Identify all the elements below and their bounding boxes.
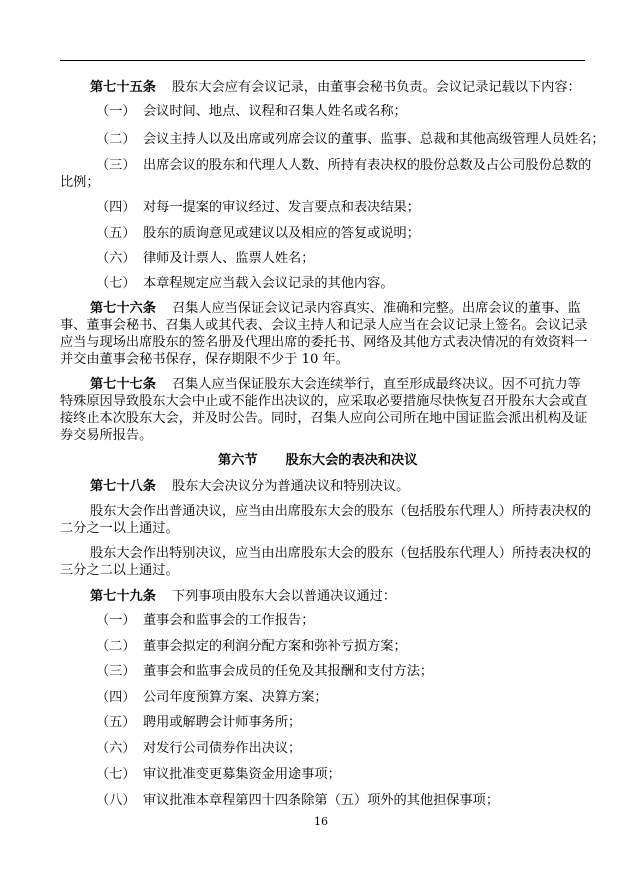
article-76: 第七十六条 召集人应当保证会议记录内容真实、准确和完整。出席会议的董事、监 — [90, 301, 581, 316]
section-heading — [218, 452, 417, 469]
list-item-text-continued: 比例； — [60, 175, 100, 190]
list-item: （四） — [96, 690, 136, 705]
paragraph-line: 三分之二以上通过。 — [60, 563, 179, 578]
list-item: （二） — [96, 639, 136, 654]
article-75 — [90, 79, 581, 96]
section-title: 股东大会的表决和决议 — [285, 453, 418, 468]
list-item: （二） — [96, 132, 136, 147]
article-label: 第七十七条 — [90, 377, 156, 392]
list-item: （八） — [96, 793, 136, 808]
page-number: 16 — [314, 815, 328, 828]
list-item-text: 会议主持人以及出席或列席会议的董事、监事、总裁和其他高级管理人员姓名； — [143, 132, 605, 147]
article-79: 第七十九条 下列事项由股东大会以普通决议通过： — [90, 589, 397, 604]
list-item-text: 本章程规定应当载入会议记录的其他内容。 — [143, 276, 394, 291]
list-item-text: 股东的质询意见或建议以及相应的答复或说明； — [143, 226, 420, 241]
list-item-text: 对发行公司债券作出决议； — [143, 741, 302, 756]
paragraph-line: 接终止本次股东大会，并及时公告。同时，召集人应向公司所在地中国证监会派出机构及证 — [60, 411, 588, 426]
paragraph-line: 并交由董事会秘书保存，保存期限不少于 10 年。 — [60, 352, 349, 367]
list-item-text: 聘用或解聘会计师事务所； — [143, 715, 302, 730]
list-item-text: 对每一提案的审议经过、发言要点和表决结果； — [143, 200, 420, 215]
list-item-text: 董事会和监事会成员的任免及其报酬和支付方法； — [143, 664, 434, 679]
paragraph-line: 股东大会作出特别决议，应当由出席股东大会的股东（包括股东代理人）所持表决权的 — [90, 546, 592, 561]
header-rule — [60, 60, 585, 61]
list-item-text: 律师及计票人、监票人姓名； — [143, 251, 315, 266]
paragraph-line: 股东大会作出普通决议，应当由出席股东大会的股东（包括股东代理人）所持表决权的 — [90, 504, 592, 519]
list-item-text: 会议时间、地点、议程和召集人姓名或名称； — [143, 104, 407, 119]
article-text: 股东大会应有会议记录，由董事会秘书负责。会议记录记载以下内容： — [171, 80, 581, 95]
list-item: （三） — [96, 664, 136, 679]
list-item: （三） — [96, 158, 136, 173]
article-78: 第七十八条 股东大会决议分为普通决议和特别决议。 — [90, 479, 410, 494]
list-item: （四） — [96, 200, 136, 215]
list-item: （一） — [96, 104, 136, 119]
list-item: （六） — [96, 741, 136, 756]
list-item-text: 董事会拟定的利润分配方案和弥补亏损方案； — [143, 639, 407, 654]
list-item-text: 公司年度预算方案、决算方案； — [143, 690, 328, 705]
article-label: 第七十六条 — [90, 301, 156, 316]
section-number: 第六节 — [218, 453, 258, 468]
article-label: 第七十九条 — [90, 589, 156, 604]
list-item-text: 审议批准本章程第四十四条除第（五）项外的其他担保事项； — [143, 793, 500, 808]
list-item: （五） — [96, 226, 136, 241]
list-item-text: 出席会议的股东和代理人人数、所持有表决权的股份总数及占公司股份总数的 — [143, 158, 592, 173]
list-item: （七） — [96, 276, 136, 291]
list-item: （一） — [96, 613, 136, 628]
article-77: 第七十七条 召集人应当保证股东大会连续举行，直至形成最终决议。因不可抗力等 — [90, 377, 581, 392]
list-item: （六） — [96, 251, 136, 266]
list-item-text: 董事会和监事会的工作报告； — [143, 613, 315, 628]
paragraph-line: 特殊原因导致股东大会中止或不能作出决议的，应采取必要措施尽快恢复召开股东大会或直 — [60, 394, 588, 409]
paragraph-line: 二分之一以上通过。 — [60, 521, 179, 536]
list-item: （五） — [96, 715, 136, 730]
list-item-text: 审议批准变更募集资金用途事项； — [143, 767, 341, 782]
article-label: 第七十八条 — [90, 479, 156, 494]
article-label: 第七十五条 — [90, 80, 156, 95]
list-item: （七） — [96, 767, 136, 782]
paragraph-line: 券交易所报告。 — [60, 428, 153, 443]
paragraph-line: 应当与现场出席股东的签名册及代理出席的委托书、网络及其他方式表决情况的有效资料一 — [60, 335, 588, 350]
paragraph-line: 事、董事会秘书、召集人或其代表、会议主持人和记录人应当在会议记录上签名。会议记录 — [60, 318, 588, 333]
